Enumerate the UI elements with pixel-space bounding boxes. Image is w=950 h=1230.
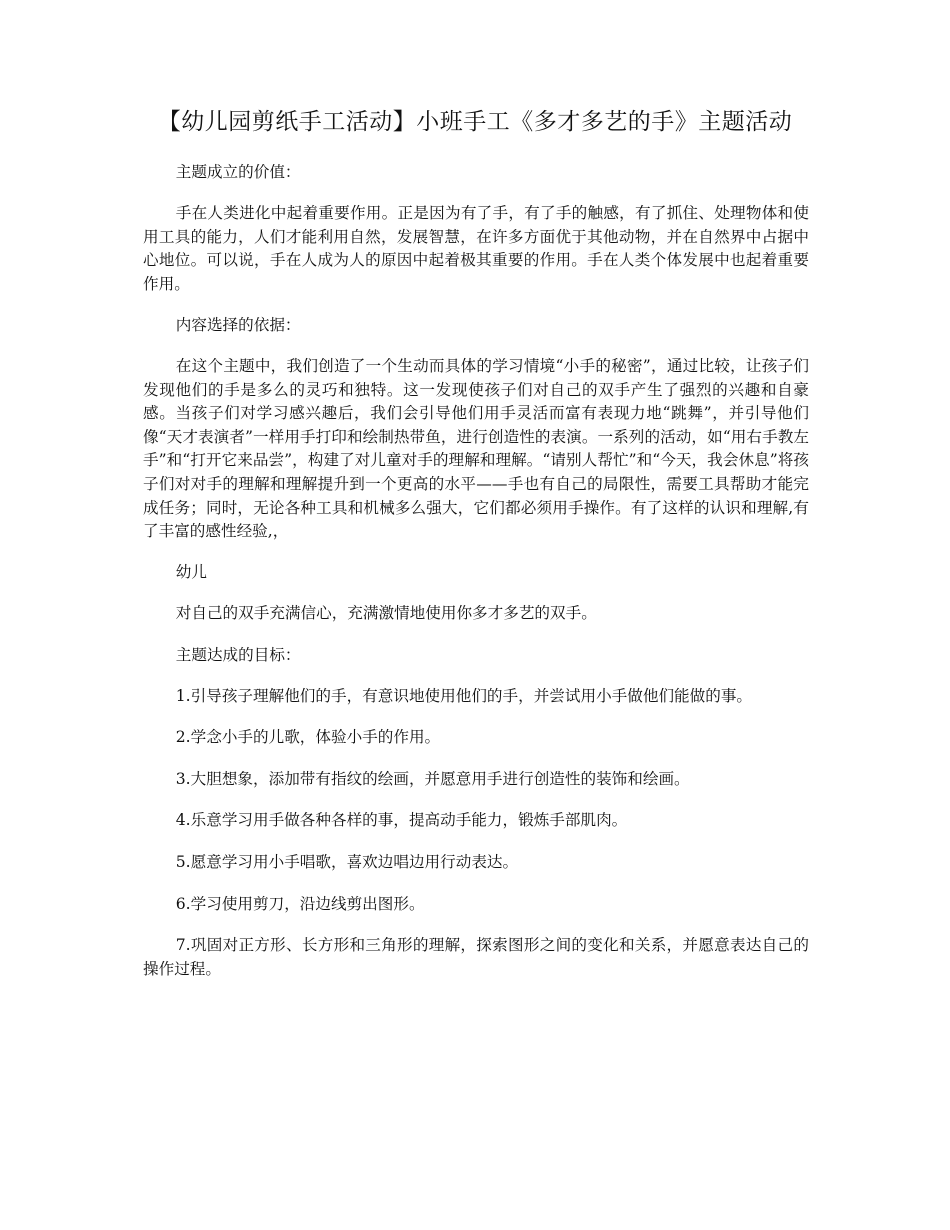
paragraph-confidence: 对自己的双手充满信心，充满激情地使用你多才多艺的双手。 <box>175 604 597 623</box>
goal-item-7: 7.巩固对正方形、长方形和三角形的理解，探索图形之间的变化和关系，并愿意表达自己的操作过程。 <box>143 936 809 978</box>
goal-item-5: 5.愿意学习用小手唱歌，喜欢边唱边用行动表达。 <box>175 852 519 871</box>
section-heading-goals: 主题达成的目标： <box>175 645 301 664</box>
goal-item-4: 4.乐意学习用手做各种各样的事，提高动手能力，锻炼手部肌肉。 <box>175 811 628 830</box>
section-heading-value: 主题成立的价值： <box>175 163 301 181</box>
paragraph-value-text: 手在人类进化中起着重要作用。正是因为有了手，有了手的触感，有了抓住、处理物体和使用工具的能力，人们才能利用自然，发展智慧，在许多方面优于其他动物，并在自然界中占据中心地位。可以说，手在人成为人的原因中起着极其重要的作用。手在人类个体发展中也起着重要作用。 <box>143 204 809 293</box>
paragraph-basis-text: 在这个主题中，我们创造了一个生动而具体的学习情境“小手的秘密”，通过比较，让孩子们发现他们的手是多么的灵巧和独特。这一发现使孩子们对自己的双手产生了强烈的兴趣和自豪感。当孩子们对学习感兴趣后，我们会引导他们用手灵活而富有表现力地“跳舞”，并引导他们像“天才表演者”一样用手打印和绘制热带鱼，进行创造性的表演。一系列的活动，如“用右手教左手”和“打开它来品尝”，构建了对儿童对手的理解和理解。“请别人帮忙”和“今天，我会休息”将孩子们对对手的理解和理解提升到一个更高的水平——手也有自己的局限性，需要工具帮助才能完成任务；同时，无论各种工具和机械多么强大，它们都必须用手操作。有了这样的认识和理解,有了丰富的感性经验,， <box>143 357 809 541</box>
goal-item-1: 1.引导孩子理解他们的手，有意识地使用他们的手，并尝试用小手做他们能做的事。 <box>175 686 753 705</box>
document-body <box>143 161 809 999</box>
paragraph-child: 幼儿 <box>175 563 207 582</box>
goal-item-6: 6.学习使用剪刀，沿边线剪出图形。 <box>175 894 425 913</box>
document-title: 【幼儿园剪纸手工活动】小班手工《多才多艺的手》主题活动 <box>157 109 793 135</box>
goal-item-3: 3.大胆想象，添加带有指纹的绘画，并愿意用手进行创造性的装饰和绘画。 <box>175 769 690 788</box>
goal-item-2: 2.学念小手的儿歌，体验小手的作用。 <box>175 728 441 747</box>
section-heading-basis: 内容选择的依据： <box>175 315 301 334</box>
